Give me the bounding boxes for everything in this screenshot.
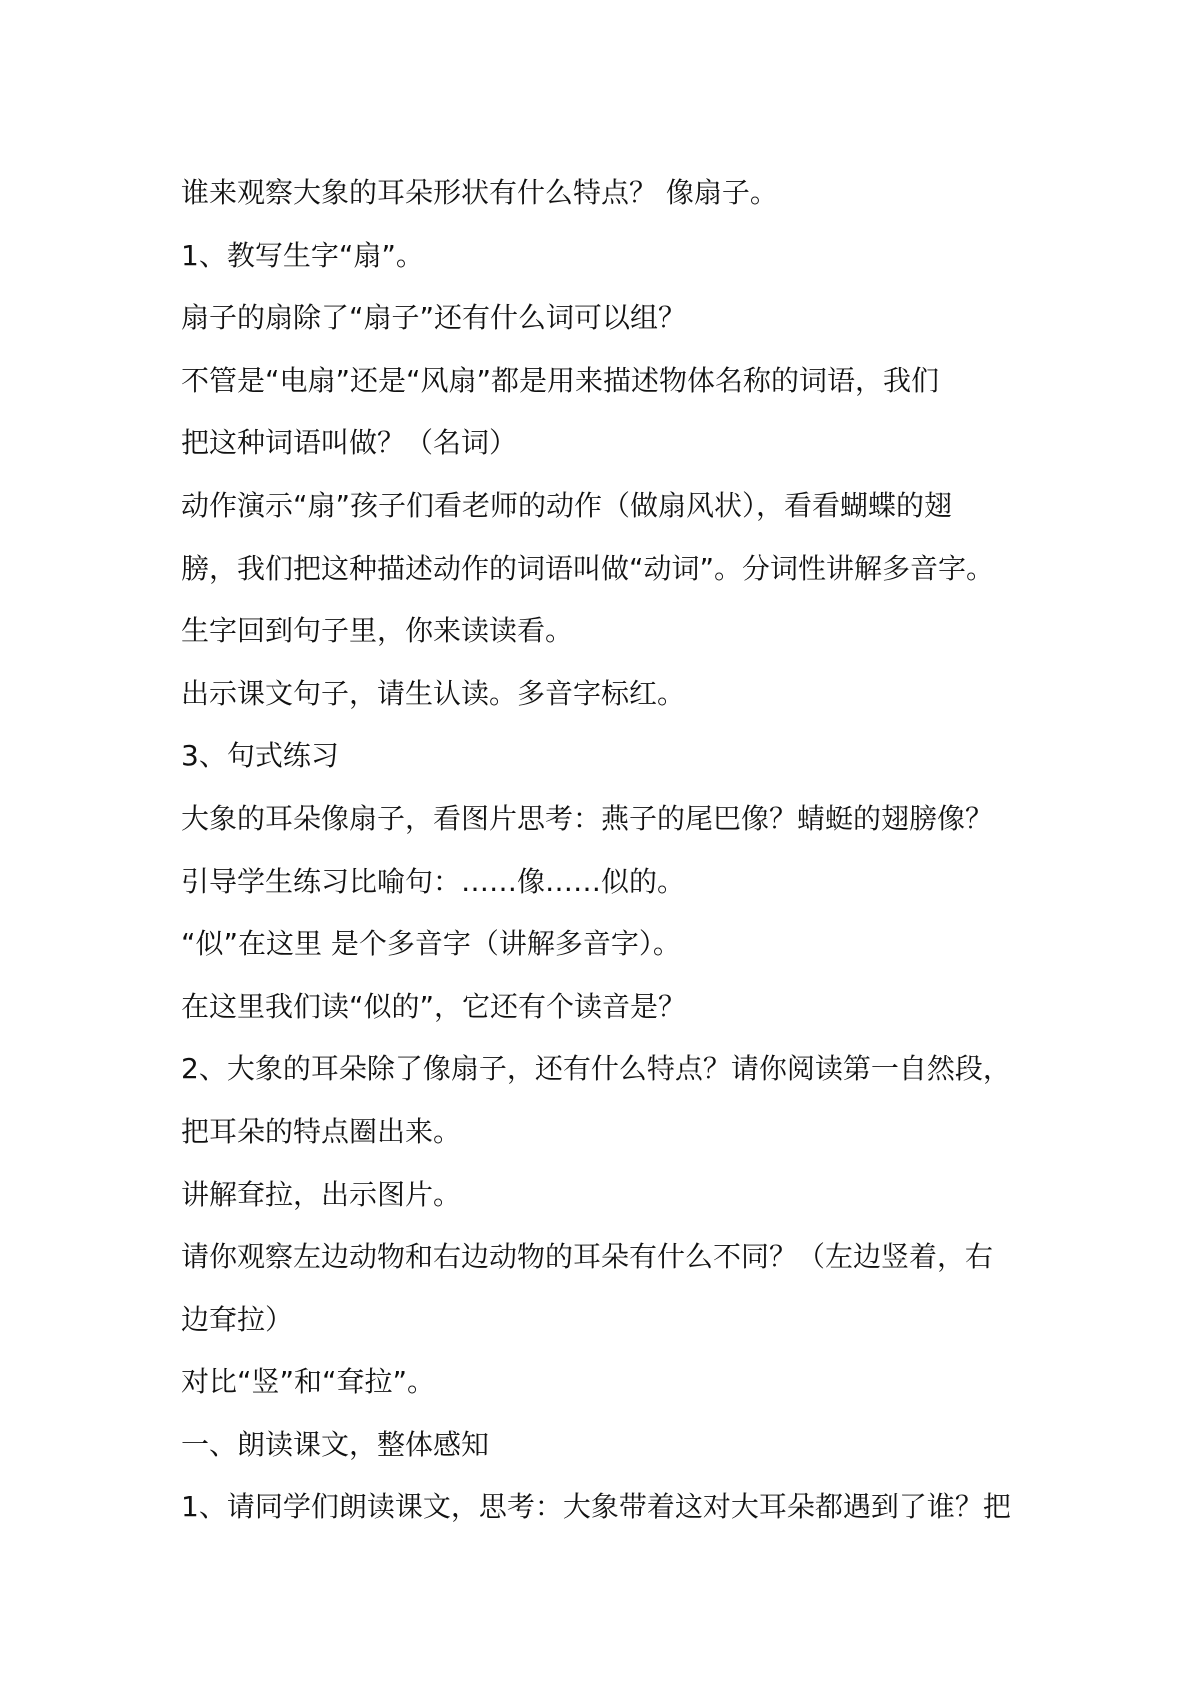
document-body bbox=[181, 162, 1031, 1539]
text-line: 膀，我们把这种描述动作的词语叫做“动词”。分词性讲解多音字。 bbox=[181, 551, 995, 585]
text-line: 不管是“电扇”还是“风扇”都是用来描述物体名称的词语，我们 bbox=[181, 363, 940, 397]
text-line: 生字回到句子里，你来读读看。 bbox=[181, 614, 574, 648]
text-line: 在这里我们读“似的”，它还有个读音是？ bbox=[181, 989, 687, 1023]
text-line: 大象的耳朵像扇子，看图片思考：燕子的尾巴像？蜻蜓的翅膀像？ bbox=[181, 801, 994, 835]
text-line: 一、朗读课文，整体感知 bbox=[181, 1427, 490, 1461]
text-line: 2、大象的耳朵除了像扇子，还有什么特点？请你阅读第一自然段， bbox=[181, 1052, 1011, 1086]
text-line: 边耷拉） bbox=[181, 1302, 294, 1336]
text-line: 对比“竖”和“耷拉”。 bbox=[181, 1365, 436, 1399]
text-line: “似”在这里 是个多音字（讲解多音字）。 bbox=[181, 927, 681, 961]
text-line: 3、句式练习 bbox=[181, 739, 339, 773]
text-line: 1、教写生字“扇”。 bbox=[181, 238, 424, 272]
text-line: 出示课文句子，请生认读。多音字标红。 bbox=[181, 676, 686, 710]
text-line: 引导学生练习比喻句：……像……似的。 bbox=[181, 864, 686, 898]
text-line: 把这种词语叫做？（名词） bbox=[181, 426, 518, 460]
text-line: 动作演示“扇”孩子们看老师的动作（做扇风状），看看蝴蝶的翅 bbox=[181, 488, 953, 522]
text-line: 把耳朵的特点圈出来。 bbox=[181, 1114, 462, 1148]
text-line: 谁来观察大象的耳朵形状有什么特点？ 像扇子。 bbox=[181, 176, 778, 209]
text-line: 请你观察左边动物和右边动物的耳朵有什么不同？（左边竖着，右 bbox=[181, 1240, 994, 1274]
text-line: 讲解耷拉，出示图片。 bbox=[181, 1177, 462, 1211]
text-line: 1、请同学们朗读课文，思考：大象带着这对大耳朵都遇到了谁？把 bbox=[181, 1490, 1011, 1524]
text-line: 扇子的扇除了“扇子”还有什么词可以组？ bbox=[181, 301, 687, 335]
